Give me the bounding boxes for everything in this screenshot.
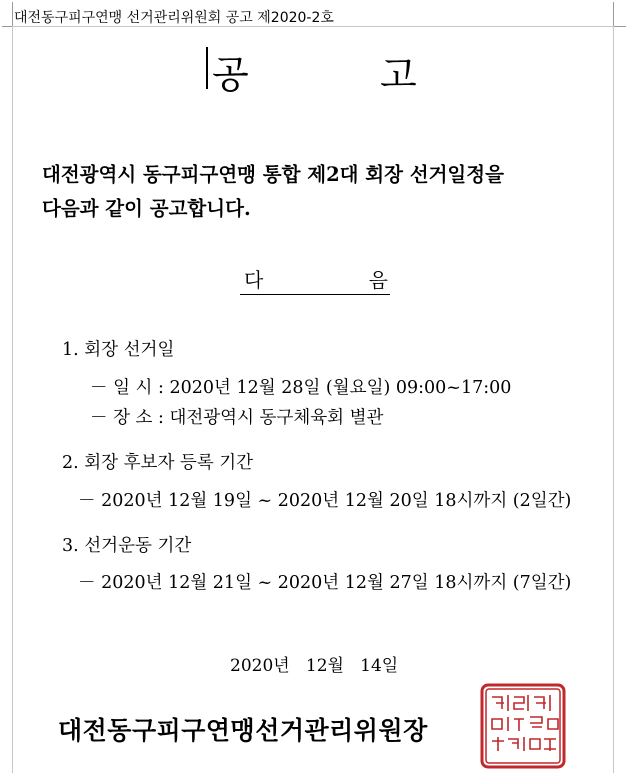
intro-paragraph	[42, 158, 612, 226]
section-2-item-1: － 2020년 12월 19일 ~ 2020년 12월 20일 18시까지 (2일간)	[78, 491, 572, 511]
official-seal-stamp	[480, 683, 566, 769]
intro-line-1: 대전광역시 동구피구연맹 통합 제2대 회장 선거일정을	[42, 163, 504, 186]
title-char-1: 공	[212, 53, 249, 97]
signature-title: 대전동구피구연맹선거관리위원장	[58, 716, 428, 745]
title-char-2: 고	[380, 53, 417, 97]
section-1-item-1: － 일 시 : 2020년 12월 28일 (월요일) 09:00~17:00	[90, 378, 512, 398]
section-1-item-2: － 장 소 : 대전광역시 동구체육회 별관	[90, 408, 384, 428]
announcement-date: 2020년 12월 14일	[230, 656, 399, 676]
intro-line-2: 다음과 같이 공고합니다.	[42, 197, 251, 220]
section-heading-dabe	[240, 264, 390, 295]
section-3-heading: 3. 선거운동 기간	[62, 536, 192, 556]
section-2-heading: 2. 회장 후보자 등록 기간	[62, 453, 254, 473]
section-3-item-1: － 2020년 12월 21일 ~ 2020년 12월 27일 18시까지 (7일간)	[78, 573, 572, 593]
text-cursor	[206, 47, 208, 89]
dabe-char-1: 다	[244, 268, 264, 292]
dabe-char-2: 음	[368, 268, 388, 292]
section-1-heading: 1. 회장 선거일	[62, 340, 175, 360]
document-header: 대전동구피구연맹 선거관리위원회 공고 제2020-2호	[14, 10, 334, 26]
